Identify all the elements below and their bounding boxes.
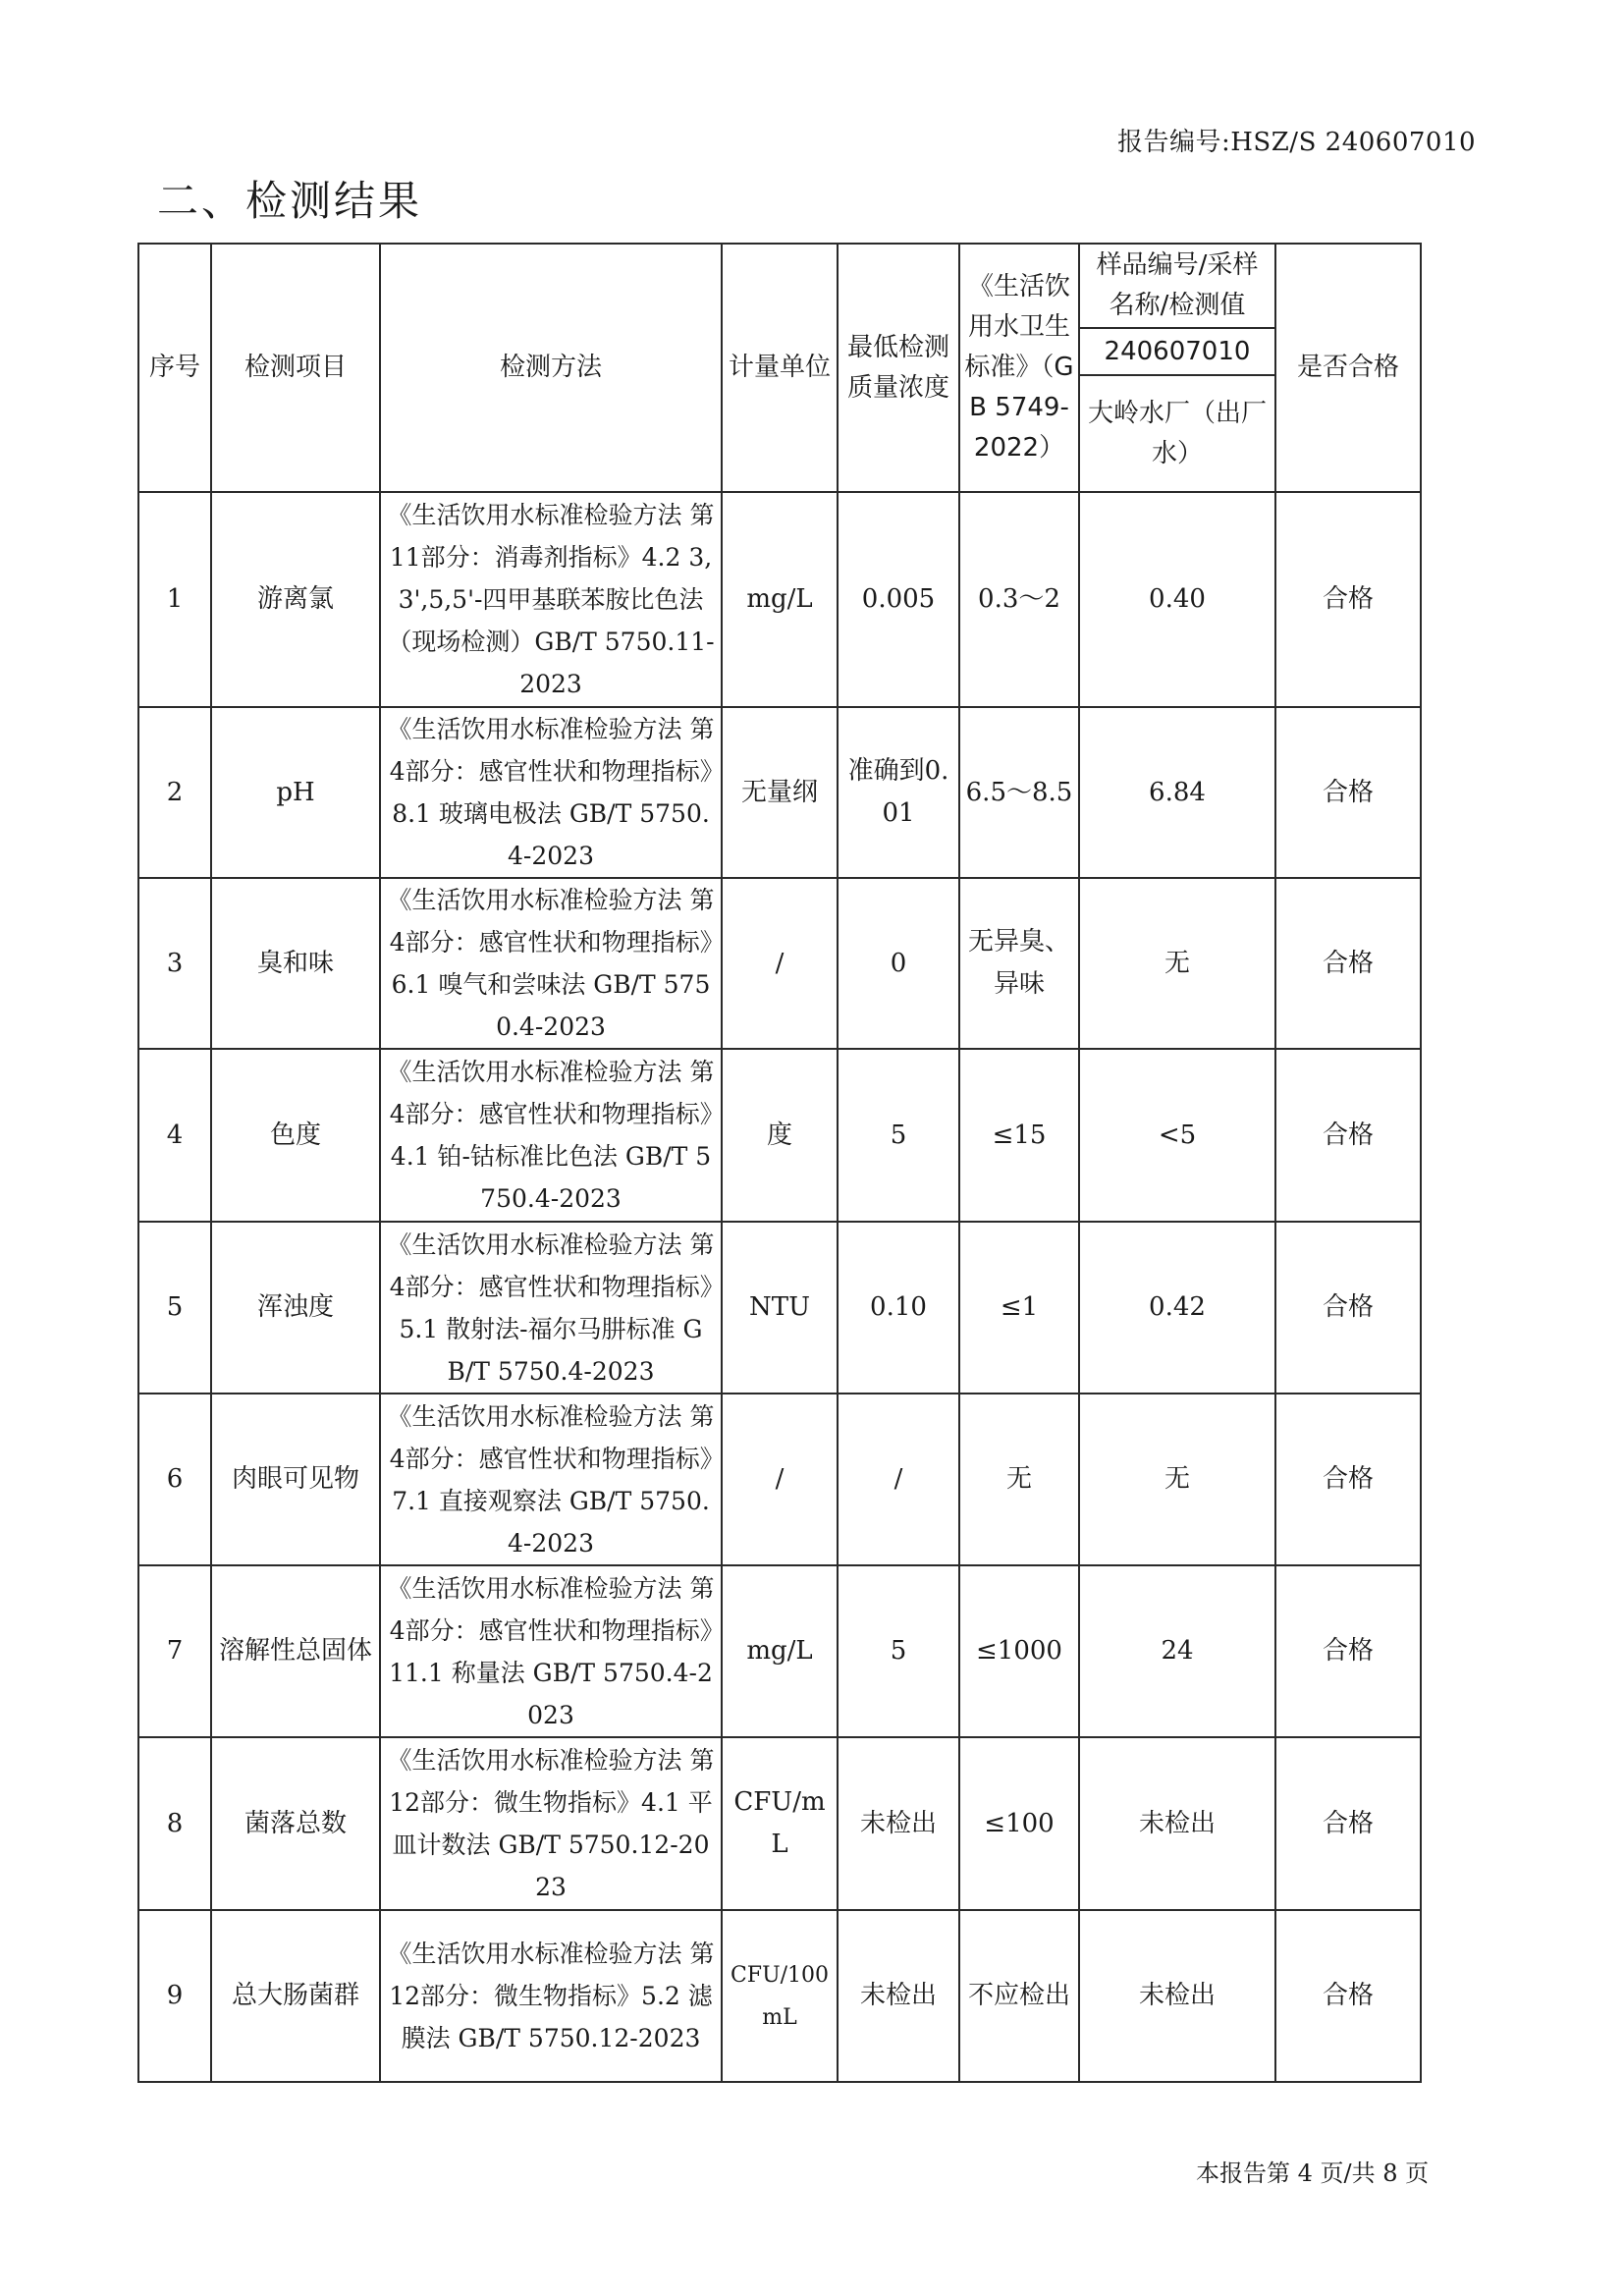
header-sample-name: 大岭水厂（出厂水） [1079, 375, 1275, 492]
report-number: 报告编号:HSZ/S 240607010 [1117, 128, 1477, 157]
table-row [138, 1910, 1421, 2082]
row-method: 《生活饮用水标准检验方法 第4部分：感官性状和物理指标》7.1 直接观察法 GB/T 5750.4-2023 [380, 1394, 722, 1565]
row-index: 9 [138, 1910, 211, 2082]
row-value: <5 [1079, 1049, 1275, 1222]
header-min-detect: 最低检测质量浓度 [838, 244, 959, 492]
row-value: 未检出 [1079, 1910, 1275, 2082]
table-row [138, 1394, 1421, 1565]
row-method: 《生活饮用水标准检验方法 第4部分：感官性状和物理指标》8.1 玻璃电极法 GB/T 5750.4-2023 [380, 707, 722, 878]
row-item: 色度 [211, 1049, 380, 1222]
row-value: 6.84 [1079, 707, 1275, 878]
row-method: 《生活饮用水标准检验方法 第4部分：感官性状和物理指标》6.1 嗅气和尝味法 GB/T 5750.4-2023 [380, 878, 722, 1049]
row-value: 无 [1079, 1394, 1275, 1565]
row-pass: 合格 [1275, 1049, 1421, 1222]
result-rows [138, 492, 1421, 2082]
row-unit: / [722, 1394, 838, 1565]
row-index: 1 [138, 492, 211, 707]
header-sample-group: 样品编号/采样名称/检测值 [1079, 244, 1275, 328]
row-item: 总大肠菌群 [211, 1910, 380, 2082]
row-value: 24 [1079, 1565, 1275, 1737]
row-min-detect: 未检出 [838, 1910, 959, 2082]
table-row [138, 1049, 1421, 1222]
row-index: 5 [138, 1222, 211, 1394]
table-row [138, 707, 1421, 878]
row-min-detect: 5 [838, 1565, 959, 1737]
row-value: 未检出 [1079, 1737, 1275, 1910]
row-item: pH [211, 707, 380, 878]
row-method: 《生活饮用水标准检验方法 第12部分：微生物指标》5.2 滤膜法 GB/T 5750.12-2023 [380, 1910, 722, 2082]
row-index: 8 [138, 1737, 211, 1910]
row-value: 0.42 [1079, 1222, 1275, 1394]
row-standard: ≤100 [959, 1737, 1079, 1910]
row-min-detect: 0 [838, 878, 959, 1049]
table-row [138, 1565, 1421, 1737]
row-min-detect: 0.005 [838, 492, 959, 707]
header-method: 检测方法 [380, 244, 722, 492]
row-pass: 合格 [1275, 1737, 1421, 1910]
row-method: 《生活饮用水标准检验方法 第11部分：消毒剂指标》4.2 3,3',5,5'-四甲基联苯胺比色法（现场检测）GB/T 5750.11-2023 [380, 492, 722, 707]
row-standard: 6.5～8.5 [959, 707, 1079, 878]
row-index: 6 [138, 1394, 211, 1565]
row-standard: 不应检出 [959, 1910, 1079, 2082]
row-unit: / [722, 878, 838, 1049]
header-pass: 是否合格 [1275, 244, 1421, 492]
row-method: 《生活饮用水标准检验方法 第4部分：感官性状和物理指标》4.1 铂-钴标准比色法 GB/T 5750.4-2023 [380, 1049, 722, 1222]
row-pass: 合格 [1275, 1222, 1421, 1394]
results-table [137, 243, 1422, 2083]
row-index: 3 [138, 878, 211, 1049]
row-value: 无 [1079, 878, 1275, 1049]
row-min-detect: 未检出 [838, 1737, 959, 1910]
row-pass: 合格 [1275, 1394, 1421, 1565]
row-unit: NTU [722, 1222, 838, 1394]
row-unit: mg/L [722, 1565, 838, 1737]
row-min-detect: 0.10 [838, 1222, 959, 1394]
row-pass: 合格 [1275, 707, 1421, 878]
table-row [138, 1222, 1421, 1394]
row-method: 《生活饮用水标准检验方法 第12部分：微生物指标》4.1 平皿计数法 GB/T 5750.12-2023 [380, 1737, 722, 1910]
row-item: 菌落总数 [211, 1737, 380, 1910]
row-item: 溶解性总固体 [211, 1565, 380, 1737]
row-index: 2 [138, 707, 211, 878]
header-item: 检测项目 [211, 244, 380, 492]
row-pass: 合格 [1275, 1565, 1421, 1737]
header-unit: 计量单位 [722, 244, 838, 492]
row-standard: 无异臭、异味 [959, 878, 1079, 1049]
row-min-detect: 准确到0.01 [838, 707, 959, 878]
row-pass: 合格 [1275, 492, 1421, 707]
row-standard: ≤15 [959, 1049, 1079, 1222]
page-footer: 本报告第 4 页/共 8 页 [1196, 2159, 1430, 2187]
row-min-detect: / [838, 1394, 959, 1565]
row-index: 7 [138, 1565, 211, 1737]
row-item: 游离氯 [211, 492, 380, 707]
row-min-detect: 5 [838, 1049, 959, 1222]
row-standard: ≤1000 [959, 1565, 1079, 1737]
row-item: 浑浊度 [211, 1222, 380, 1394]
table-row [138, 1737, 1421, 1910]
row-standard: 0.3～2 [959, 492, 1079, 707]
table-row [138, 492, 1421, 707]
row-standard: 无 [959, 1394, 1079, 1565]
row-pass: 合格 [1275, 1910, 1421, 2082]
row-unit: 度 [722, 1049, 838, 1222]
row-method: 《生活饮用水标准检验方法 第4部分：感官性状和物理指标》11.1 称量法 GB/T 5750.4-2023 [380, 1565, 722, 1737]
section-title: 二、检测结果 [157, 177, 423, 225]
row-value: 0.40 [1079, 492, 1275, 707]
row-method: 《生活饮用水标准检验方法 第4部分：感官性状和物理指标》5.1 散射法-福尔马肼标准 GB/T 5750.4-2023 [380, 1222, 722, 1394]
row-pass: 合格 [1275, 878, 1421, 1049]
row-unit: CFU/100mL [722, 1910, 838, 2082]
row-item: 肉眼可见物 [211, 1394, 380, 1565]
row-unit: mg/L [722, 492, 838, 707]
header-index: 序号 [138, 244, 211, 492]
row-unit: 无量纲 [722, 707, 838, 878]
table-row [138, 878, 1421, 1049]
row-unit: CFU/mL [722, 1737, 838, 1910]
header-sample-id: 240607010 [1079, 328, 1275, 375]
header-standard: 《生活饮用水卫生标准》（GB 5749-2022） [959, 244, 1079, 492]
row-standard: ≤1 [959, 1222, 1079, 1394]
row-index: 4 [138, 1049, 211, 1222]
row-item: 臭和味 [211, 878, 380, 1049]
